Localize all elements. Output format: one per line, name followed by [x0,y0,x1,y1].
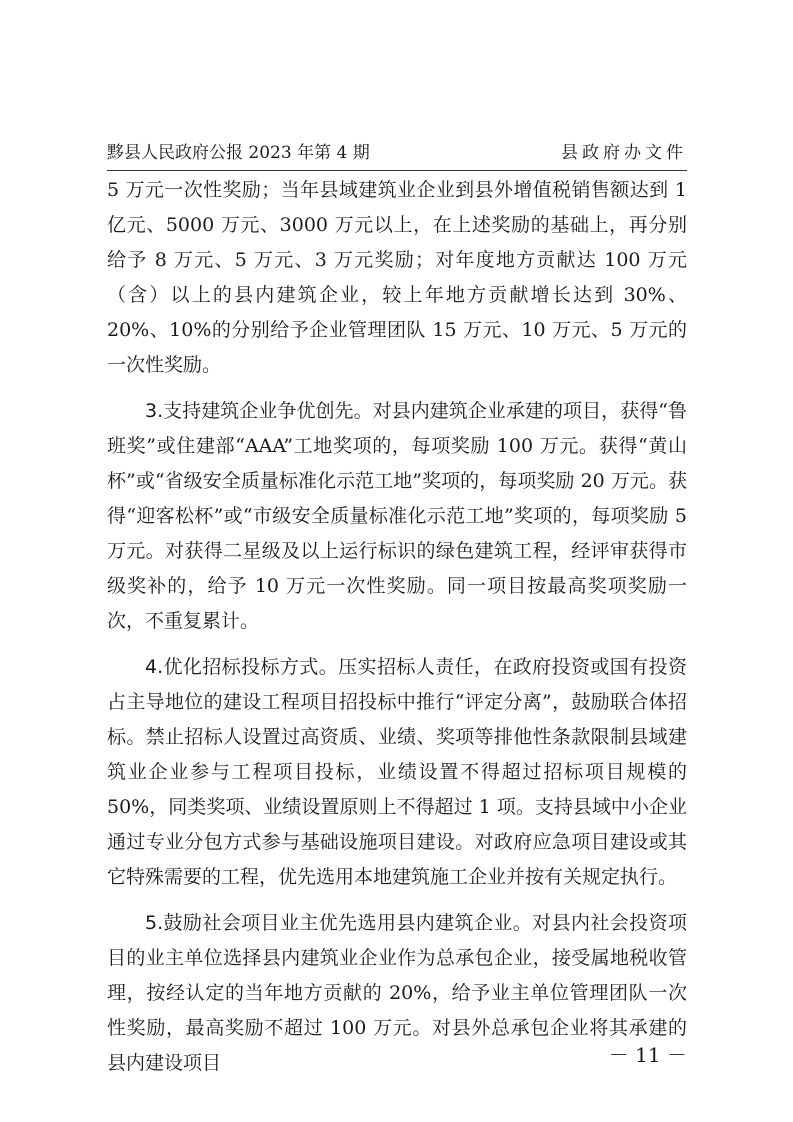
document-body [107,173,687,1092]
paragraph-1 [107,173,687,383]
paragraph-2 [107,394,687,639]
paragraph-2-text: 对县内建筑企业承建的项目，获得“鲁班奖”或住建部“AAA”工地奖项的，每项奖励 100 万元。获得“黄山杯”或“省级安全质量标准化示范工地”奖项的，每项奖励 20 万元。获得“迎客松杯”或“市级安全质量标准化示范工地”奖项的，每项奖励 5 万元。对获得二星级及以上运行标识的绿色建筑工程，经评审获得市级奖补的，给予 10 万元一次性奖励。同一项目按最高奖项奖励一次，不重复累计。 [107,400,687,632]
paragraph-1-text: 5 万元一次性奖励；当年县域建筑业企业到县外增值税销售额达到 1 亿元、5000 万元、3000 万元以上，在上述奖励的基础上，再分别给予 8 万元、5 万元、3 万元奖励；对年度地方贡献达 100 万元（含）以上的县内建筑企业，较上年地方贡献增长达到 30%、20%、10%的分别给予企业管理团队 15 万元、10 万元、5 万元的一次性奖励。 [107,179,687,376]
paragraph-4 [107,906,687,1081]
paragraph-3 [107,650,687,895]
paragraph-2-heading: 3.支持建筑企业争优创先。 [145,400,373,422]
page-number: － 11 － [608,1043,687,1067]
paragraph-4-text: 对县内社会投资项目的业主单位选择县内建筑业企业作为总承包企业，接受属地税收管理，按经认定的当年地方贡献的 20%，给予业主单位管理团队一次性奖励，最高奖励不超过 100 万元。对县外总承包企业将其承建的县内建设项目 [107,912,687,1074]
paragraph-3-text: 压实招标人责任，在政府投资或国有投资占主导地位的建设工程项目招投标中推行“评定分离”，鼓励联合体招标。禁止招标人设置过高资质、业绩、奖项等排他性条款限制县域建筑业企业参与工程项目投标，业绩设置不得超过招标项目规模的 50%，同类奖项、业绩设置原则上不得超过 1 项。支持县域中小企业通过专业分包方式参与基础设施项目建设。对政府应急项目建设或其它特殊需要的工程，优先选用本地建筑施工企业并按有关规定执行。 [107,656,687,888]
header-divider [107,170,687,171]
page-header [107,138,687,168]
document-category: 县政府办文件 [561,143,687,163]
paragraph-4-heading: 5.鼓励社会项目业主优先选用县内建筑企业。 [145,912,533,934]
paragraph-3-heading: 4.优化招标投标方式。 [145,656,339,678]
gazette-title: 黟县人民政府公报 2023 年第 4 期 [107,143,370,163]
